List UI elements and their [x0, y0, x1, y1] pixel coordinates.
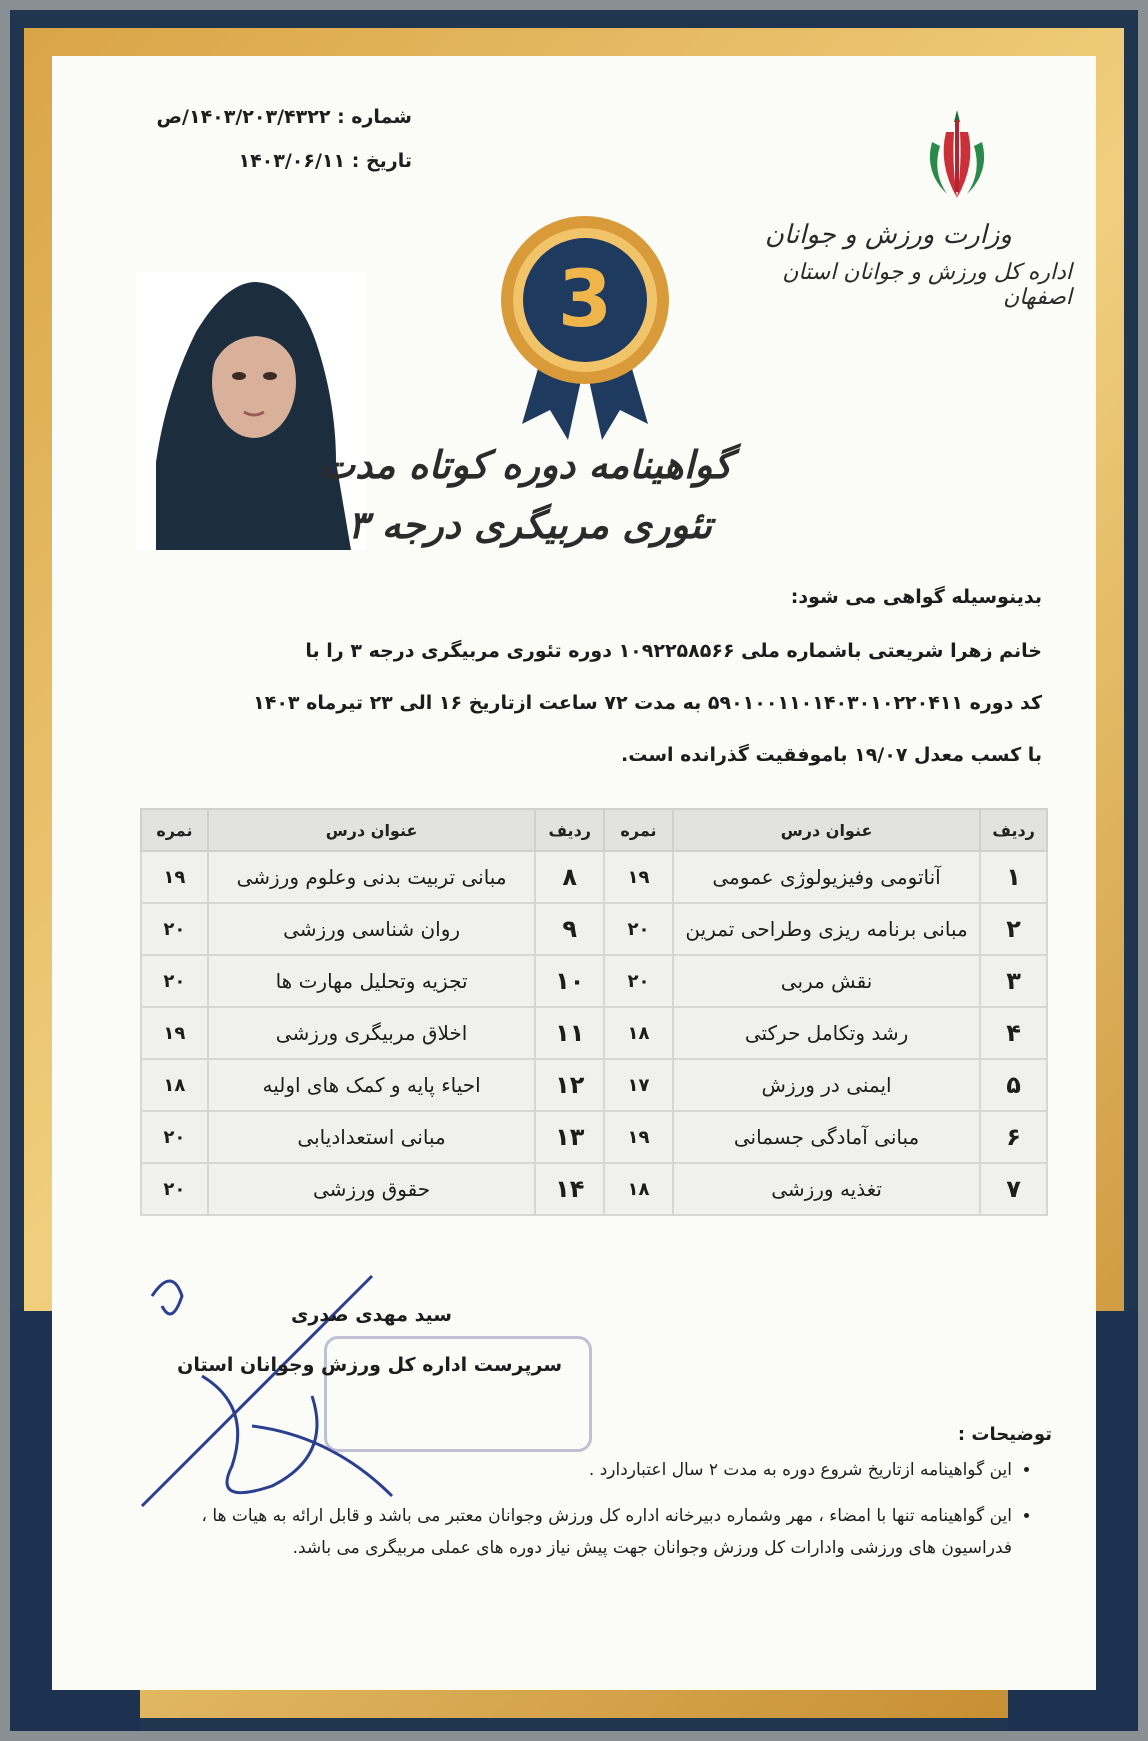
medal-number: 3 — [557, 255, 613, 345]
table-row — [141, 851, 1047, 903]
certificate-title: گواهینامه دوره کوتاه مدت — [319, 442, 732, 487]
course-title: مبانی تربیت بدنی وعلوم ورزشی — [208, 851, 536, 903]
table-row — [141, 1059, 1047, 1111]
number-label: شماره : — [337, 106, 412, 128]
letter-date — [202, 150, 412, 172]
row-number: ۱ — [980, 851, 1047, 903]
row-number: ۴ — [980, 1007, 1047, 1059]
course-title: تجزیه وتحلیل مهارت ها — [208, 955, 536, 1007]
table-row — [141, 1163, 1047, 1215]
table-row — [141, 1111, 1047, 1163]
certificate-paper — [52, 56, 1096, 1690]
course-title: تغذیه ورزشی — [673, 1163, 980, 1215]
course-title: ایمنی در ورزش — [673, 1059, 980, 1111]
col-row-header: ردیف — [980, 809, 1047, 851]
course-title: احیاء پایه و کمک های اولیه — [208, 1059, 536, 1111]
ministry-name: وزارت ورزش و جوانان — [764, 220, 1012, 250]
notes-list — [192, 1454, 1042, 1578]
course-grade: ۲۰ — [141, 1111, 208, 1163]
table-row — [141, 903, 1047, 955]
row-number: ۱۴ — [535, 1163, 604, 1215]
body-line-1: خانم زهرا شریعتی باشماره ملی ۱۰۹۲۲۵۸۵۶۶ دوره تئوری مربیگری درجه ۳ را با — [305, 640, 1042, 662]
course-title: اخلاق مربیگری ورزشی — [208, 1007, 536, 1059]
course-title: نقش مربی — [673, 955, 980, 1007]
applicant-photo — [136, 272, 366, 550]
row-number: ۵ — [980, 1059, 1047, 1111]
row-number: ۱۲ — [535, 1059, 604, 1111]
iran-emblem-icon — [902, 102, 1012, 212]
table-row — [141, 955, 1047, 1007]
medal-badge-icon — [492, 214, 678, 454]
signatory-position: سرپرست اداره کل ورزش وجوانان استان — [177, 1354, 562, 1376]
intro-line: بدینوسیله گواهی می شود: — [790, 586, 1042, 608]
course-title: رشد وتکامل حرکتی — [673, 1007, 980, 1059]
course-grade: ۱۷ — [604, 1059, 673, 1111]
row-number: ۱۰ — [535, 955, 604, 1007]
col-grade-header: نمره — [604, 809, 673, 851]
body-line-3: با کسب معدل ۱۹/۰۷ باموفقیت گذرانده است. — [621, 744, 1042, 766]
course-grade: ۲۰ — [141, 955, 208, 1007]
course-title: روان شناسی ورزشی — [208, 903, 536, 955]
notes-title: توضیحات : — [957, 1424, 1052, 1445]
certificate-subtitle: تئوری مربیگری درجه ۳ — [347, 502, 712, 547]
body-line-2: کد دوره ۵۹۰۱۰۰۱۱۰۱۴۰۳۰۱۰۲۲۰۴۱۱ به مدت ۷۲ ساعت ازتاریخ ۱۶ الی ۲۳ تیرماه ۱۴۰۳ — [253, 692, 1042, 714]
course-grade: ۱۹ — [604, 851, 673, 903]
course-grade: ۱۹ — [604, 1111, 673, 1163]
course-title: مبانی استعدادیابی — [208, 1111, 536, 1163]
course-grade: ۱۸ — [604, 1007, 673, 1059]
col-course-header: عنوان درس — [208, 809, 536, 851]
course-grade: ۲۰ — [604, 955, 673, 1007]
course-title: آناتومی وفیزیولوژی عمومی — [673, 851, 980, 903]
row-number: ۸ — [535, 851, 604, 903]
letter-number — [122, 106, 412, 128]
date-label: تاریخ : — [351, 150, 412, 172]
table-header-row — [141, 809, 1047, 851]
row-number: ۱۱ — [535, 1007, 604, 1059]
courses-table — [140, 808, 1048, 1216]
row-number: ۳ — [980, 955, 1047, 1007]
col-grade-header: نمره — [141, 809, 208, 851]
course-grade: ۱۸ — [604, 1163, 673, 1215]
note-validity: • این گواهینامه ازتاریخ شروع دوره به مدت ۲ سال اعتباردارد . — [192, 1454, 1012, 1486]
course-title: مبانی آمادگی جسمانی — [673, 1111, 980, 1163]
course-grade: ۱۸ — [141, 1059, 208, 1111]
row-number: ۷ — [980, 1163, 1047, 1215]
signatory-name: سید مهدی صدری — [290, 1304, 452, 1326]
course-grade: ۲۰ — [141, 1163, 208, 1215]
course-grade: ۱۹ — [141, 851, 208, 903]
col-row-header: ردیف — [535, 809, 604, 851]
row-number: ۲ — [980, 903, 1047, 955]
certificate-photo — [10, 10, 1138, 1731]
note-authenticity: • این گواهینامه تنها با امضاء ، مهر وشماره دبیرخانه اداره کل ورزش وجوانان معتبر می باشد و قابل ارائه به هیات ها ، فدراسیون های ورزشی وادارات کل ورزش وجوانان جهت پیش نیاز دوره های عملی مربیگری می باشد. — [192, 1500, 1012, 1564]
number-value: ۱۴۰۳/۲۰۳/۴۳۲۲/ص — [156, 106, 331, 128]
row-number: ۹ — [535, 903, 604, 955]
date-value: ۱۴۰۳/۰۶/۱۱ — [238, 150, 346, 172]
course-title: حقوق ورزشی — [208, 1163, 536, 1215]
table-row — [141, 1007, 1047, 1059]
row-number: ۱۳ — [535, 1111, 604, 1163]
course-grade: ۲۰ — [604, 903, 673, 955]
course-grade: ۱۹ — [141, 1007, 208, 1059]
ministry-office: اداره کل ورزش و جوانان استان اصفهان — [782, 260, 1072, 310]
course-grade: ۲۰ — [141, 903, 208, 955]
col-course-header: عنوان درس — [673, 809, 980, 851]
row-number: ۶ — [980, 1111, 1047, 1163]
course-title: مبانی برنامه ریزی وطراحی تمرین — [673, 903, 980, 955]
